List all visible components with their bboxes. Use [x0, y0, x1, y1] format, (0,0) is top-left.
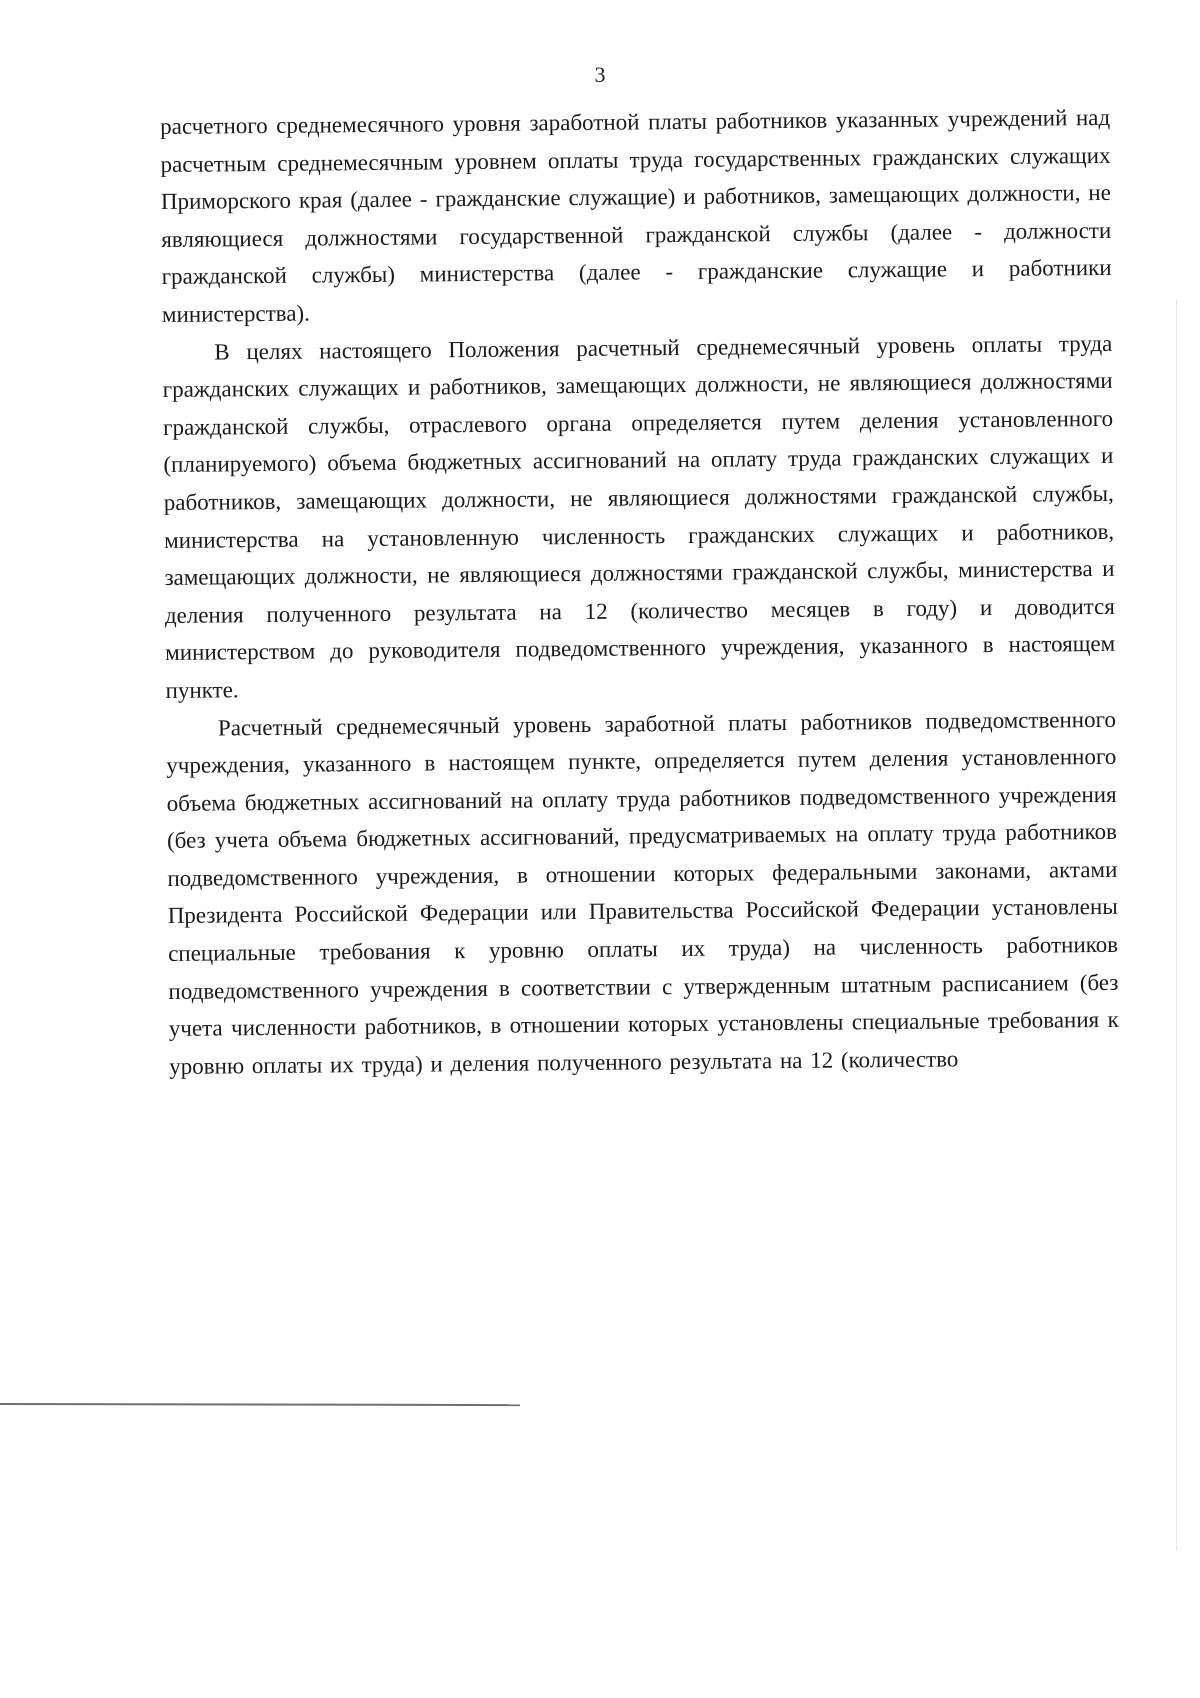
page-number: 3 — [594, 62, 606, 87]
paragraph-continuation: расчетного среднемесячного уровня заработной платы работников указанных учреждений над расчетным среднемесячным уровнем оплаты труда государственных гражданских служащих Приморского края (далее - гражданские служащие) и работников, замещающих должности, не являющиеся должностями государственной гражданской службы (далее - должности гражданской службы) министерства (далее - гражданские служащие и работники министерства). — [160, 104, 1112, 327]
scan-edge-artifact — [1176, 300, 1178, 1550]
document-body — [160, 99, 1119, 1086]
paragraph-average-wage-institution: Расчетный среднемесячный уровень заработной платы работников подведомственного учреждения, указанного в настоящем пункте, определяется путем деления установленного объема бюджетных ассигнований на оплату труда работников подведомственного учреждения (без учета объема бюджетных ассигнований, предусматриваемых на оплату труда работников подведомственного учреждения, в отношении которых федеральными законами, актами Президента Российской Федерации или Правительства Российской Федерации установлены специальные требования к уровню оплаты их труда) на численность работников подведомственного учреждения в соответствии с утвержденным штатным расписанием (без учета численности работников, в отношении которых установлены специальные требования к уровню оплаты их труда) и деления полученного результата на 12 (количество — [166, 706, 1119, 1079]
footnote-separator-line — [0, 1403, 520, 1406]
paragraph-average-pay-level-civil-servants: В целях настоящего Положения расчетный среднемесячный уровень оплаты труда гражданских служащих и работников, замещающих должности, не являющиеся должностями гражданской службы, отраслевого органа определяется путем деления установленного (планируемого) объема бюджетных ассигнований на оплату труда гражданских служащих и работников, замещающих должности, не являющиеся должностями гражданской службы, министерства на установленную численность гражданских служащих и работников, замещающих должности, не являющиеся должностями гражданской службы, министерства и деления полученного результата на 12 (количество месяцев в году) и доводится министерством до руководителя подведомственного учреждения, указанного в настоящем пункте. — [162, 330, 1116, 703]
